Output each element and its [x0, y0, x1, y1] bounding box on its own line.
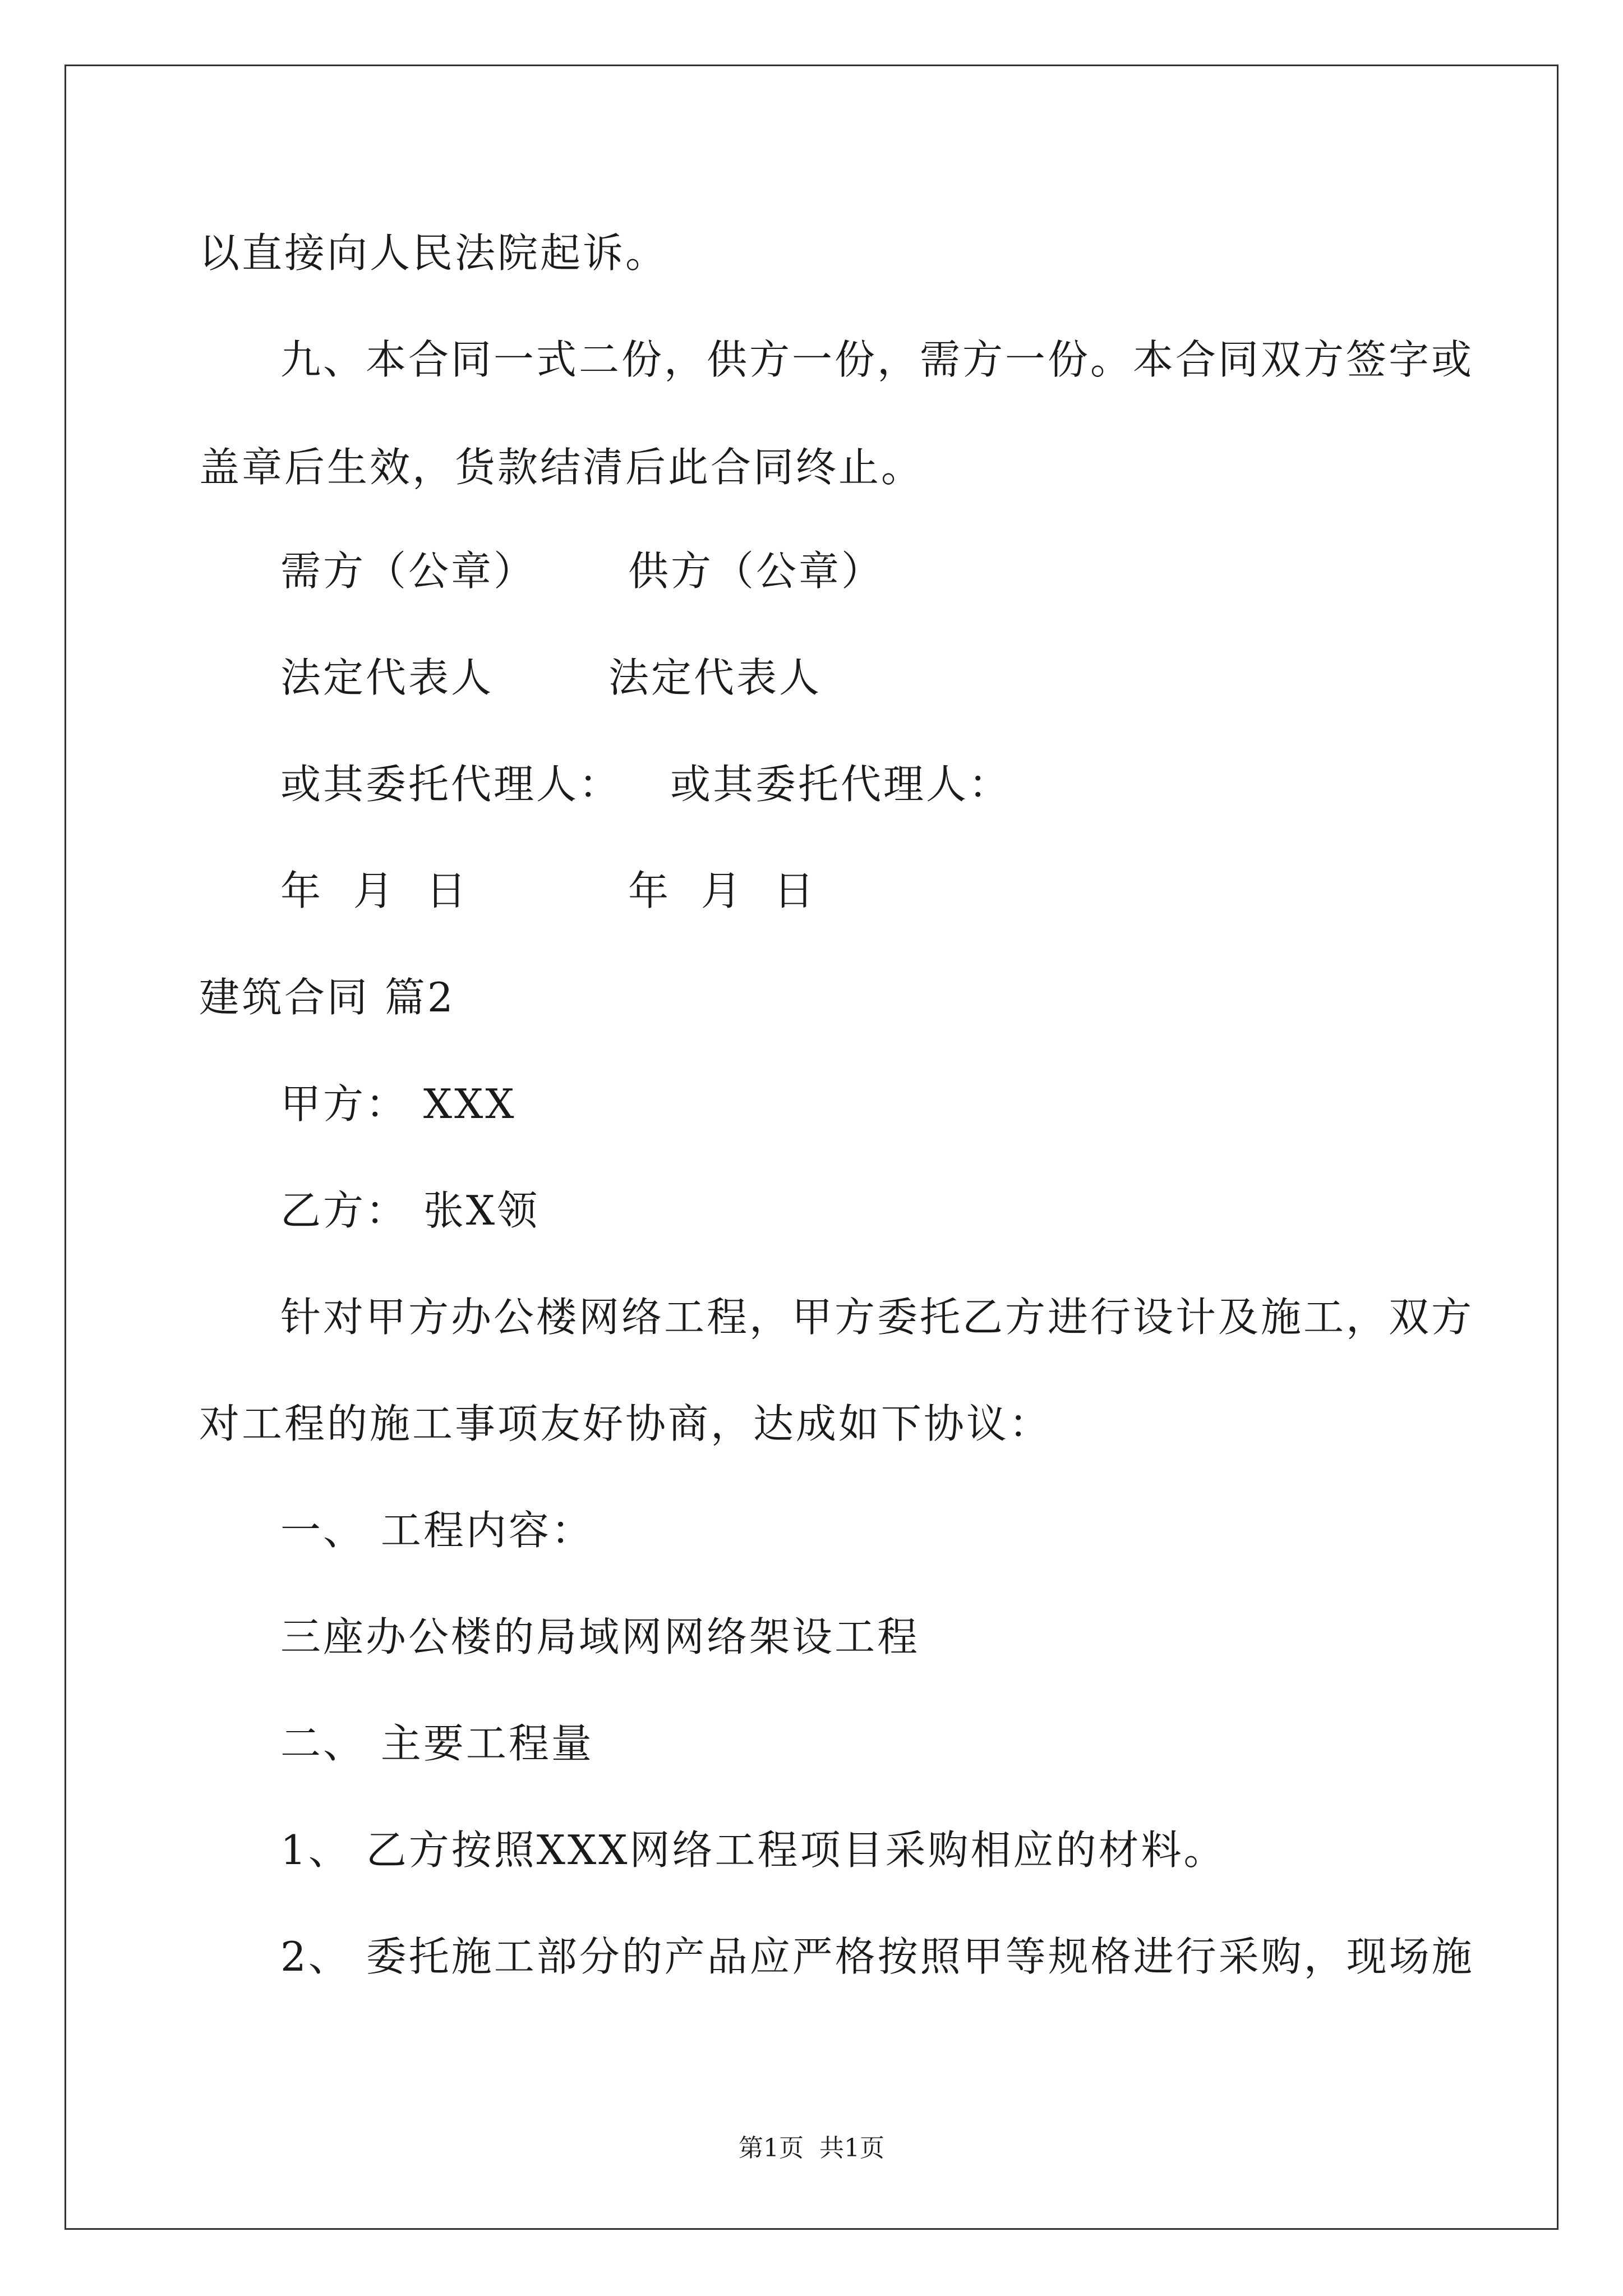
clause-2-heading: 二、 主要工程量 — [280, 1720, 594, 1767]
clause-1-content: 三座办公楼的局域网网络架设工程 — [280, 1613, 920, 1660]
clause-2-item-2: 2、 委托施工部分的产品应严格按照甲等规格进行采购，现场施 — [280, 1933, 1474, 1980]
page-border — [64, 65, 1559, 2230]
clause-1-heading: 一、 工程内容： — [280, 1507, 594, 1554]
text-line-2: 九、本合同一式二份，供方一份，需方一份。本合同双方签字或 — [280, 336, 1474, 383]
buyer-seal: 需方（公章） — [280, 547, 537, 595]
buyer-agent: 或其委托代理人： — [280, 761, 622, 808]
party-a: 甲方： XXX — [280, 1080, 517, 1128]
supplier-representative: 法定代表人 — [608, 654, 822, 701]
text-line-3: 盖章后生效，货款结清后此合同终止。 — [199, 444, 924, 491]
buyer-date: 年 月 日 — [280, 867, 469, 914]
section-title: 建筑合同 篇2 — [199, 974, 455, 1021]
buyer-representative: 法定代表人 — [280, 654, 494, 701]
body-line-2: 对工程的施工事项友好协商，达成如下协议： — [199, 1400, 1052, 1447]
text-line-1: 以直接向人民法院起诉。 — [199, 229, 668, 277]
party-b: 乙方： 张X领 — [280, 1187, 540, 1234]
supplier-seal: 供方（公章） — [628, 547, 884, 595]
supplier-agent: 或其委托代理人： — [670, 761, 1012, 808]
supplier-date: 年 月 日 — [628, 867, 817, 914]
body-line-1: 针对甲方办公楼网络工程，甲方委托乙方进行设计及施工，双方 — [280, 1294, 1474, 1341]
page-footer: 第1页 共1页 — [739, 2134, 884, 2162]
clause-2-item-1: 1、 乙方按照XXX网络工程项目采购相应的材料。 — [280, 1826, 1227, 1874]
